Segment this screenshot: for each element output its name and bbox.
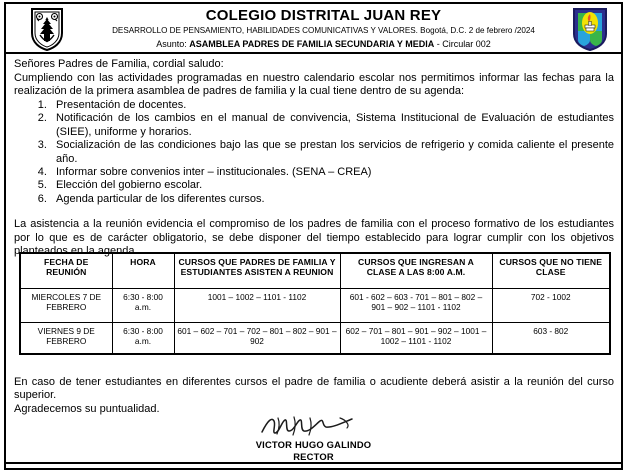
paragraph-spacer — [14, 206, 614, 218]
intro-paragraph: Cumpliendo con las actividades programadas en nuestro calendario escolar nos permitimos informar las fechas para la realización de la primera asamblea de padres de familia y la cual tiene dentro de su agenda: — [14, 71, 614, 97]
signer-name: VICTOR HUGO GALINDO — [255, 439, 372, 450]
agenda-list — [14, 99, 614, 206]
meeting-schedule-table-wrapper — [19, 252, 609, 355]
cell-hora: 6:30 - 8:00 a.m. — [112, 322, 174, 354]
list-item: 2. Notificación de los cambios en el manual de convivencia, Sistema Institucional de Evaluación de estudiantes (SIEE), uniforme y horarios. — [50, 112, 614, 139]
attendance-paragraph: La asistencia a la reunión evidencia el compromiso de los padres de familia con el proceso formativo de los estudiantes por lo que es de carácter obligatorio, se debe disponer del tiempo establecido para lograr cumplir con los objetivos planteados en la agenda. — [14, 218, 614, 257]
greeting-line: Señores Padres de Familia, cordial saludo: — [14, 58, 224, 70]
footer-note: En caso de tener estudiantes en diferentes cursos el padre de familia o acudiente deberá asistir a la reunión del curso superior. — [14, 376, 614, 402]
header-divider — [6, 52, 621, 54]
header-titles — [86, 5, 561, 51]
cell-cursos-sin-clase: 603 - 802 — [492, 322, 610, 354]
subject-value: ASAMBLEA PADRES DE FAMILIA SECUNDARIA Y MEDIA — [189, 39, 435, 49]
list-item: 4. Informar sobre convenios inter – institucionales. (SENA – CREA) — [50, 166, 614, 179]
cell-cursos-reunion: 1001 – 1002 – 1101 - 1102 — [174, 288, 340, 322]
signature-block — [0, 414, 627, 462]
column-header-cursos-reunion: CURSOS QUE PADRES DE FAMILIA Y ESTUDIANTES ASISTEN A REUNION — [174, 253, 340, 288]
list-item: 3. Socialización de las condiciones bajo las que se prestan los servicios de refrigerio y comida caliente el presente año. — [50, 139, 614, 166]
table-row — [20, 322, 610, 354]
footer-thanks: Agradecemos su puntualidad. — [14, 402, 160, 415]
column-header-fecha: FECHA DE REUNIÓN — [20, 253, 112, 288]
cell-hora: 6:30 - 8:00 a.m. — [112, 288, 174, 322]
school-name: COLEGIO DISTRITAL JUAN REY — [205, 7, 442, 24]
cell-cursos-reunion: 601 – 602 – 701 – 702 – 801 – 802 – 901 – 902 — [174, 322, 340, 354]
subject-line — [86, 38, 561, 51]
table-row — [20, 288, 610, 322]
column-header-cursos-ingresan: CURSOS QUE INGRESAN A CLASE A LAS 8:00 A.M. — [340, 253, 492, 288]
circular-number: - Circular 002 — [436, 39, 491, 49]
signer-role: RECTOR — [293, 450, 334, 462]
cell-cursos-sin-clase: 702 - 1002 — [492, 288, 610, 322]
column-header-cursos-sin-clase: CURSOS QUE NO TIENE CLASE — [492, 253, 610, 288]
meeting-schedule-table — [19, 252, 611, 355]
footer-divider — [6, 462, 621, 464]
subject-label: Asunto: — [156, 39, 187, 49]
document-body — [14, 58, 614, 258]
cell-fecha: MIERCOLES 7 DE FEBRERO — [20, 288, 112, 322]
school-motto-line: DESARROLLO DE PENSAMIENTO, HABILIDADES COMUNICATIVAS Y VALORES. Bogotá, D.C. 2 de febrero /2024 — [112, 26, 535, 35]
column-header-hora: HORA — [112, 253, 174, 288]
document-header — [6, 4, 621, 54]
signature-mark-icon — [254, 414, 374, 438]
list-item: 1. Presentación de docentes. — [50, 99, 614, 112]
table-header-row — [20, 253, 610, 288]
cell-fecha: VIERNES 9 DE FEBRERO — [20, 322, 112, 354]
cell-cursos-ingresan: 601 - 602 – 603 - 701 – 801 – 802 – 901 – 902 – 1101 - 1102 — [340, 288, 492, 322]
document-footer — [14, 376, 614, 416]
list-item: 6. Agenda particular de los diferentes cursos. — [50, 193, 614, 206]
cell-cursos-ingresan: 602 – 701 – 801 – 901 – 902 – 1001 – 1002 – 1101 - 1102 — [340, 322, 492, 354]
bogota-coat-of-arms-icon — [8, 5, 86, 51]
list-item: 5. Elección del gobierno escolar. — [50, 179, 614, 192]
school-crest-icon — [561, 5, 619, 51]
